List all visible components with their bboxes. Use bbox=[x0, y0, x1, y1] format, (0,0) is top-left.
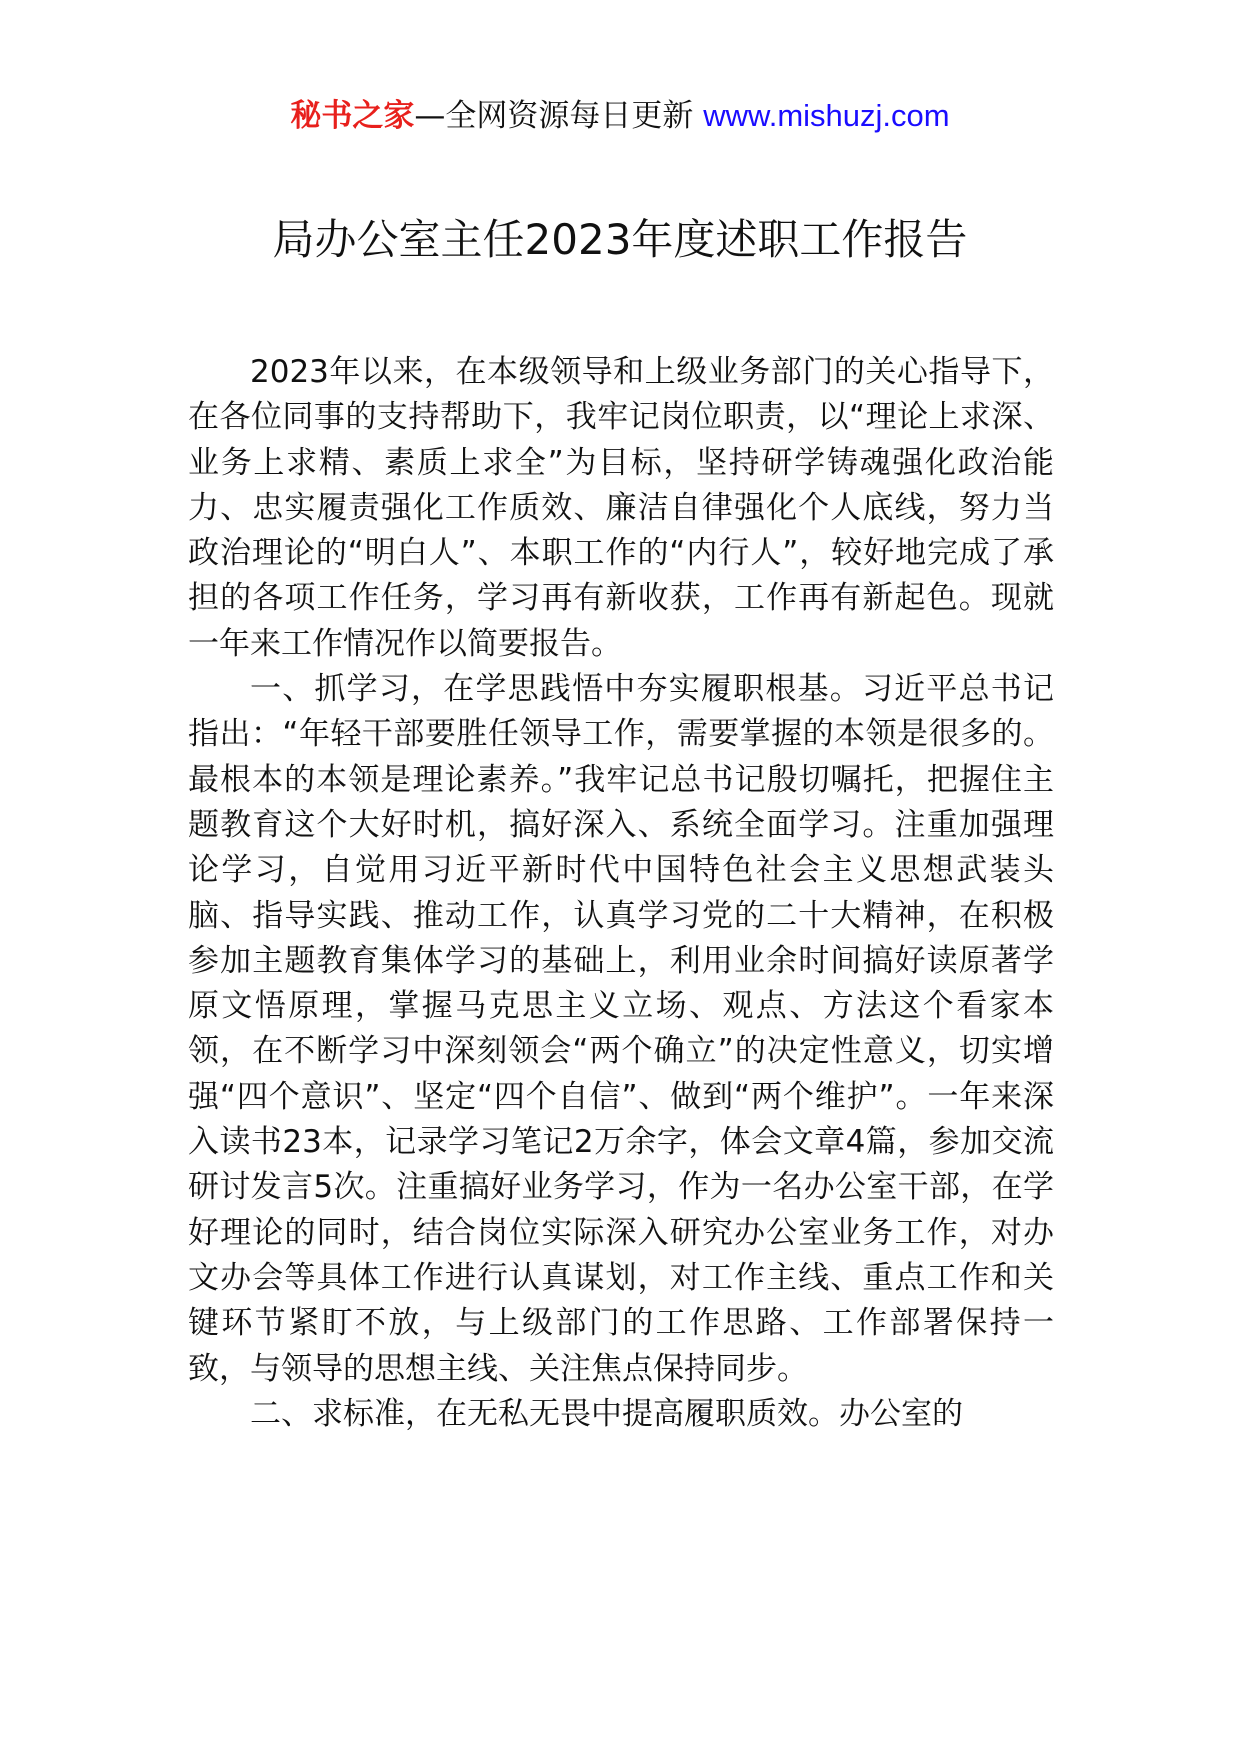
header-tagline: 全网资源每日更新 bbox=[445, 98, 694, 134]
paragraph-section-2: 二、求标准，在无私无畏中提高履职质效。办公室的 bbox=[250, 1395, 963, 1432]
site-url-link[interactable]: www.mishuzj.com bbox=[703, 98, 950, 133]
document-title: 局办公室主任2023年度述职工作报告 bbox=[272, 215, 968, 264]
paragraph-section-1: 一、抓学习，在学思践悟中夯实履职根基。习近平总书记指出：“年轻干部要胜任领导工作，需要掌握的本领是很多的。最根本的本领是理论素养。”我牢记总书记殷切嘱托，把握住主题教育这个大好时机，搞好深入、系统全面学习。注重加强理论学习，自觉用习近平新时代中国特色社会主义思想武装头脑、指导实践、推动工作，认真学习党的二十大精神，在积极参加主题教育集体学习的基础上，利用业余时间搞好读原著学原文悟原理，掌握马克思主义立场、观点、方法这个看家本领，在不断学习中深刻领会“两个确立”的决定性意义，切实增强“四个意识”、坚定“四个自信”、做到“两个维护”。一年来深入读书23本，记录学习笔记2万余字，体会文章4篇，参加交流研讨发言5次。注重搞好业务学习，作为一名办公室干部，在学好理论的同时，结合岗位实际深入研究办公室业务工作，对办文办会等具体工作进行认真谋划，对工作主线、重点工作和关键环节紧盯不放，与上级部门的工作思路、工作部署保持一致，与领导的思想主线、关注焦点保持同步。 bbox=[188, 671, 1054, 1387]
site-header bbox=[0, 96, 1240, 136]
brand-name: 秘书之家 bbox=[290, 98, 415, 134]
header-separator: — bbox=[414, 98, 446, 134]
document-body bbox=[188, 350, 1054, 1437]
paragraph-intro: 2023年以来，在本级领导和上级业务部门的关心指导下，在各位同事的支持帮助下，我牢记岗位职责，以“理论上求深、业务上求精、素质上求全”为目标，坚持研学铸魂强化政治能力、忠实履责强化工作质效、廉洁自律强化个人底线，努力当政治理论的“明白人”、本职工作的“内行人”，较好地完成了承担的各项工作任务，学习再有新收获，工作再有新起色。现就一年来工作情况作以简要报告。 bbox=[188, 354, 1054, 662]
